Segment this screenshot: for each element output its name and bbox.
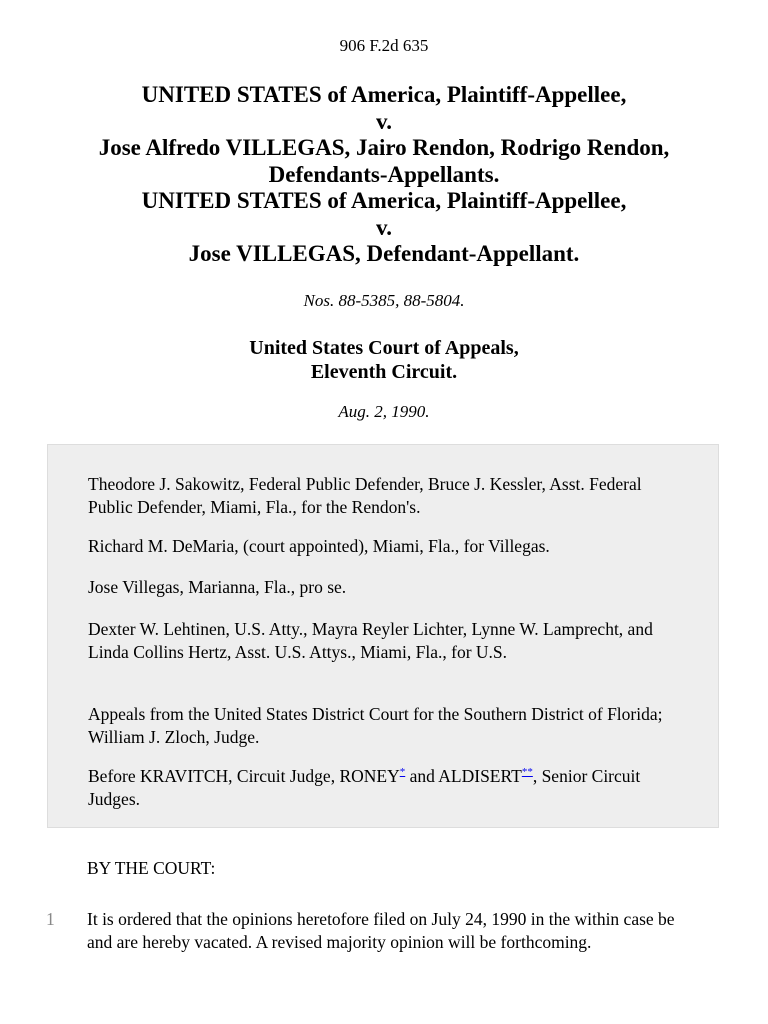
panel-judges-prefix: Before KRAVITCH, Circuit Judge, RONEY xyxy=(88,766,400,786)
case-caption xyxy=(0,82,768,268)
caption-line: Jose VILLEGAS, Defendant-Appellant. xyxy=(188,241,580,266)
caption-line: v. xyxy=(376,108,392,134)
caption-line: Defendants-Appellants. xyxy=(268,161,500,187)
caption-line: UNITED STATES of America, Plaintiff-Appellee, xyxy=(141,82,627,107)
panel-judges xyxy=(88,765,688,810)
docket-numbers: Nos. 88-5385, 88-5804. xyxy=(303,291,465,310)
court-name xyxy=(0,336,768,384)
counsel-paragraph: Theodore J. Sakowitz, Federal Public Defender, Bruce J. Kessler, Asst. Federal Public Defender, Miami, Fla., for the Rendon's. xyxy=(88,474,642,517)
counsel-paragraph: Dexter W. Lehtinen, U.S. Atty., Mayra Reyler Lichter, Lynne W. Lamprecht, and Linda Collins Hertz, Asst. U.S. Attys., Miami, Fla., for U.S. xyxy=(88,619,653,662)
decision-date: Aug. 2, 1990. xyxy=(338,402,430,421)
counsel-panel xyxy=(47,444,719,828)
court-name-line: Eleventh Circuit. xyxy=(310,361,458,383)
caption-line: v. xyxy=(376,214,392,240)
caption-line: Jose Alfredo VILLEGAS, Jairo Rendon, Rodrigo Rendon, xyxy=(98,135,670,160)
paragraph-number: 1 xyxy=(46,909,55,929)
case-citation: 906 F.2d 635 xyxy=(339,36,429,55)
appeal-origin: Appeals from the United States District Court for the Southern District of Florida; William J. Zloch, Judge. xyxy=(88,704,663,747)
counsel-paragraph: Jose Villegas, Marianna, Fla., pro se. xyxy=(88,577,347,597)
paragraph-text: It is ordered that the opinions heretofore filed on July 24, 1990 in the within case be and are hereby vacated. A revised majority opinion will be forthcoming. xyxy=(87,909,675,952)
caption-line: UNITED STATES of America, Plaintiff-Appellee, xyxy=(141,188,627,213)
panel-judges-middle: and ALDISERT xyxy=(405,766,522,786)
counsel-paragraph: Richard M. DeMaria, (court appointed), Miami, Fla., for Villegas. xyxy=(88,536,550,556)
court-name-line: United States Court of Appeals, xyxy=(249,337,519,359)
panel-judges-suffix: , Senior Circuit Judges. xyxy=(88,766,641,809)
footnote-link-2[interactable]: ** xyxy=(521,766,533,778)
by-the-court-heading: BY THE COURT: xyxy=(87,858,216,878)
footnote-link-1[interactable]: * xyxy=(399,766,406,778)
